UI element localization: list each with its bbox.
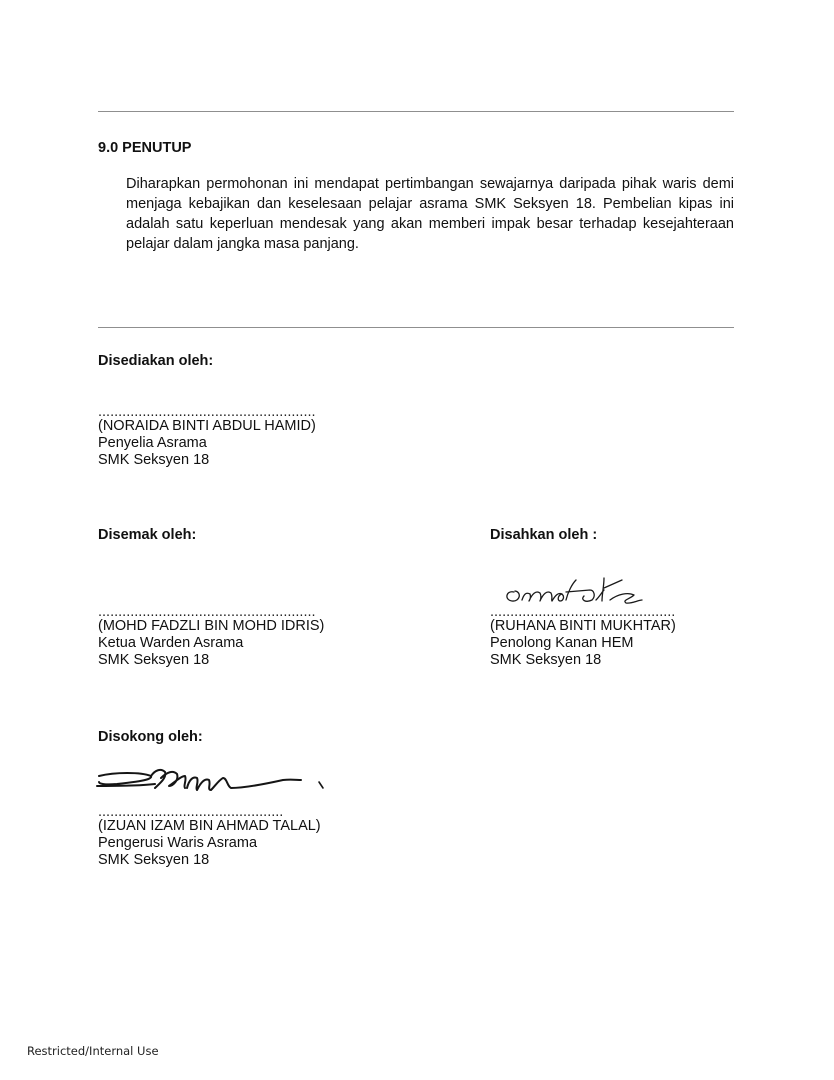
- signatory-name: (IZUAN IZAM BIN AHMAD TALAL): [98, 818, 321, 834]
- middle-divider: [98, 327, 734, 328]
- checked-by-block: [98, 606, 324, 669]
- top-divider: [98, 111, 734, 112]
- supported-by-label: Disokong oleh:: [98, 729, 203, 745]
- signature-line: ......................................................: [98, 404, 316, 420]
- signatory-position: Penolong Kanan HEM: [490, 635, 634, 651]
- signature-line: ..............................................: [490, 604, 676, 620]
- signature-line: ..............................................: [98, 804, 284, 820]
- signatory-school: SMK Seksyen 18: [98, 852, 210, 868]
- handwritten-signature: [95, 762, 335, 802]
- prepared-by-label: Disediakan oleh:: [98, 353, 214, 369]
- signatory-name: (MOHD FADZLI BIN MOHD IDRIS): [98, 618, 325, 634]
- closing-paragraph: Diharapkan permohonan ini mendapat pertimbangan sewajarnya daripada pihak waris demi menjaga kebajikan dan keselesaan pelajar asrama SMK Seksyen 18. Pembelian kipas ini adalah satu keperluan mendesak yang akan memberi impak besar terhadap kesejahteraan pelajar dalam jangka masa panjang.: [126, 176, 734, 252]
- signatory-school: SMK Seksyen 18: [490, 652, 602, 668]
- signatory-name: (NORAIDA BINTI ABDUL HAMID): [98, 418, 316, 434]
- approved-by-label: Disahkan oleh :: [490, 527, 598, 543]
- prepared-by-block: [98, 406, 316, 469]
- section-heading: 9.0 PENUTUP: [98, 140, 192, 156]
- checked-by-label: Disemak oleh:: [98, 527, 197, 543]
- approved-by-block: [490, 606, 676, 669]
- classification-footer: Restricted/Internal Use: [27, 1044, 159, 1058]
- signatory-school: SMK Seksyen 18: [98, 652, 210, 668]
- signatory-name: (RUHANA BINTI MUKHTAR): [490, 618, 676, 634]
- signature-line: ......................................................: [98, 604, 316, 620]
- signatory-position: Pengerusi Waris Asrama: [98, 835, 258, 851]
- signatory-position: Ketua Warden Asrama: [98, 635, 244, 651]
- signatory-position: Penyelia Asrama: [98, 435, 207, 451]
- signatory-school: SMK Seksyen 18: [98, 452, 210, 468]
- supported-by-block: [98, 806, 321, 869]
